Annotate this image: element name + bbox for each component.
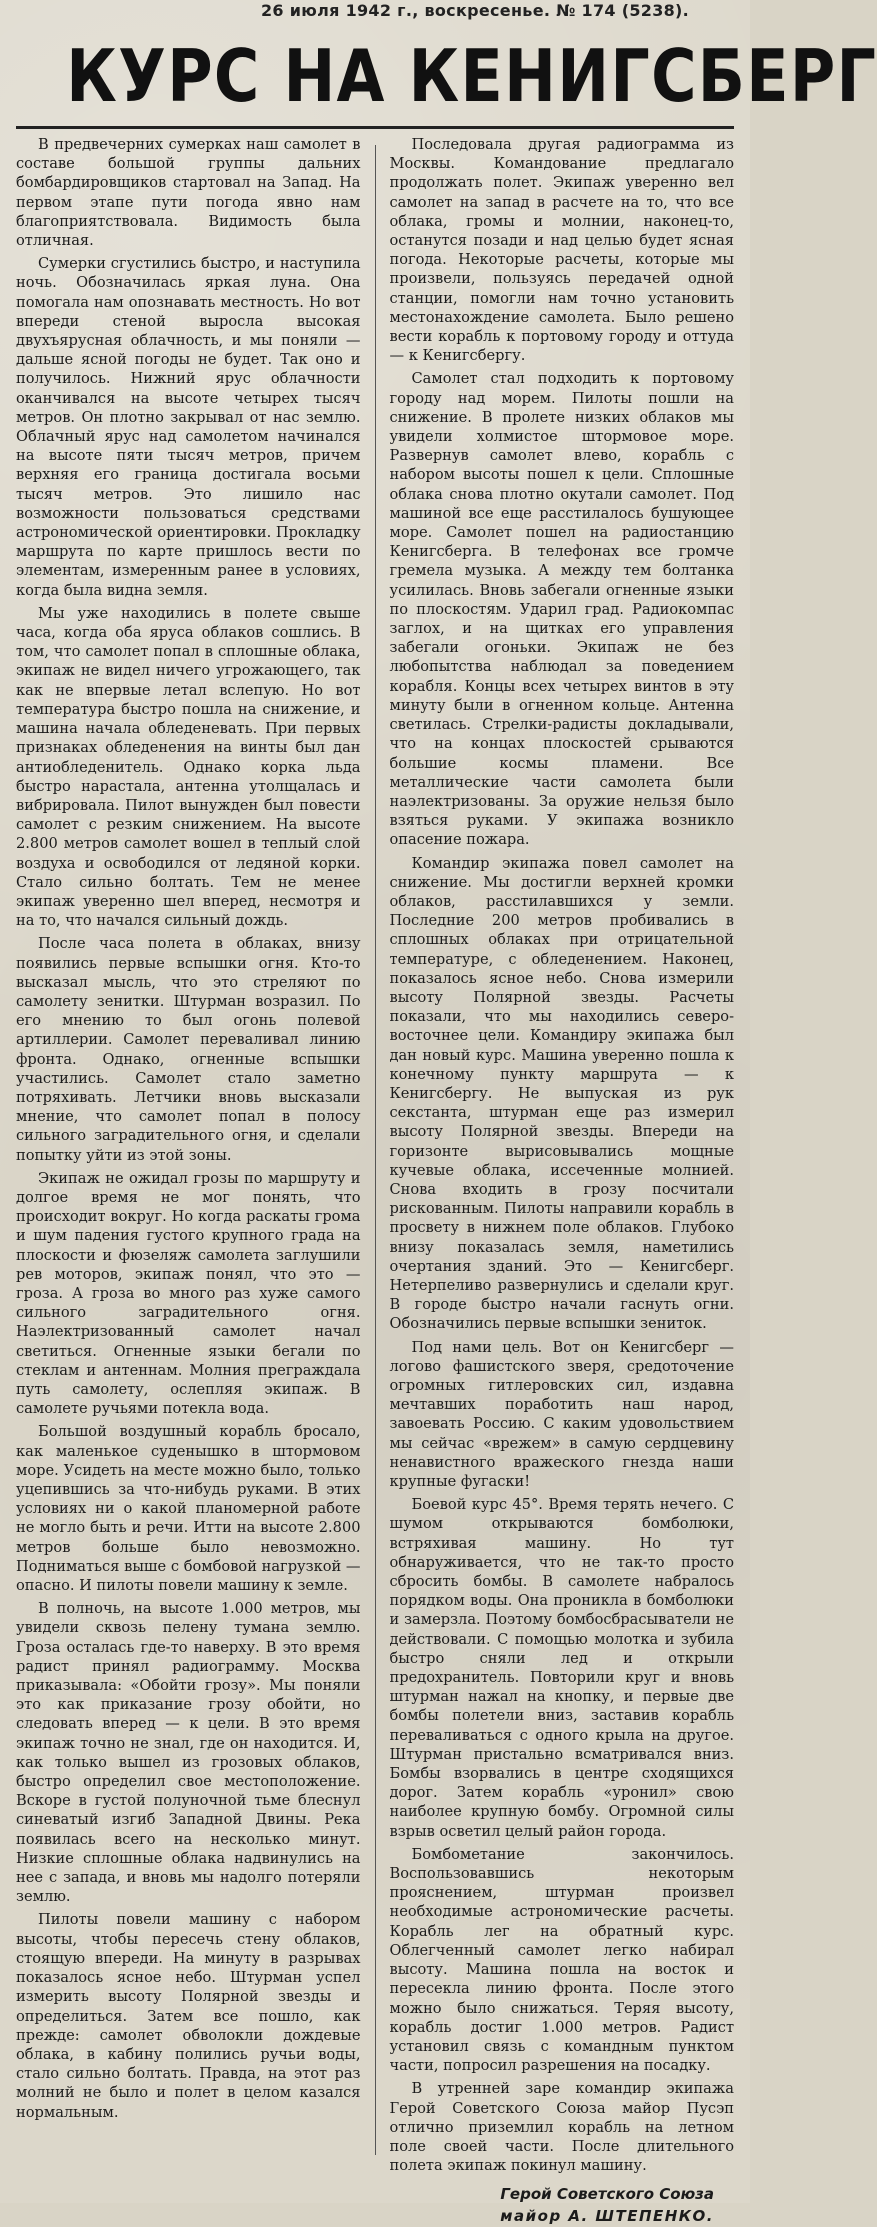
paragraph: Мы уже находились в полете свыше часа, когда оба яруса облаков сошлись. В том, что самолет попал в сплошные облака, экипаж не видел ничего угрожающего, так как не впервые летал вслепую. Но вот температура быстро пошла на снижение, и машина начала обледеневать. При первых признаках обледенения на винты был дан антиобледенитель. Однако корка льда быстро нарастала, антенна утолщалась и вибрировала. Пилот вынужден был повести самолет с резким снижением. На высоте 2.800 метров самолет вошел в теплый слой воздуха и освободился от ледяной корки. Стало сильно болтать. Тем не менее экипаж уверенно шел вперед, несмотря и на то, что начался сильный дождь.: [16, 604, 361, 930]
paragraph: Командир экипажа повел самолет на снижение. Мы достигли верхней кромки облаков, расстилавшихся у земли. Последние 200 метров пробивались в сплошных облаках при отрицательной температуре, с обледенением. Наконец, показалось ясное небо. Снова измерили высоту Полярной звезды. Расчеты показали, что мы находились северо-восточнее цели. Командиру экипажа был дан новый курс. Машина уверенно пошла к конечному пункту маршрута — к Кенигсбергу. Не выпуская из рук секстанта, штурман еще раз измерил высоту Полярной звезды. Впереди на горизонте вырисовывались мощные кучевые облака, иссеченные молнией. Снова входить в грозу посчитали рискованным. Пилоты направили корабль в просвету в нижнем поле облаков. Глубоко внизу показалась земля, наметились очертания зданий. Это — Кенигсберг. Нетерпеливо развернулись и сделали круг. В городе быстро начали гаснуть огни. Обозначились первые вспышки зениток.: [389, 854, 735, 1333]
paragraph: В предвечерних сумерках наш самолет в составе большой группы дальних бомбардировщиков стартовал на Запад. На первом этапе пути погода явно нам благоприятствовала. Видимость была отличная.: [16, 136, 361, 250]
paragraph: Бомбометание закончилось. Воспользовавшись некоторым прояснением, штурман произвел необходимые астрономические расчеты. Корабль лег на обратный курс. Облегченный самолет легко набирал высоту. Машина пошла на восток и пересекла линию фронта. После этого можно было снижаться. Теряя высоту, корабль достиг 1.000 метров. Радист установил связь с командным пунктом части, попросил разрешения на посадку.: [389, 1845, 735, 2075]
left-column: [16, 135, 361, 2195]
author-title: Герой Советского Союза: [500, 2185, 715, 2204]
author-signature: [390, 2183, 735, 2227]
author-name: майор А. ШТЕПЕНКО.: [500, 2207, 715, 2226]
paragraph: Под нами цель. Вот он Кенигсберг — логово фашистского зверя, средоточение огромных гитлеровских сил, издавна мечтавших поработить наш народ, завоевать Россию. С каким удовольствием мы сейчас «врежем» в самую сердцевину ненавистного вражеского гнезда наши крупные фугаски!: [389, 1338, 735, 1491]
headline-rule: [16, 126, 734, 129]
article-body: [16, 135, 735, 2226]
paragraph: В утренней заре командир экипажа Герой Советского Союза майор Пусэп отлично приземлил корабль на летном поле своей части. После длительного полета экипаж покинул машину.: [389, 2080, 735, 2175]
paragraph: Большой воздушный корабль бросало, как маленькое суденышко в штормовом море. Усидеть на месте можно было, только уцепившись за что-нибудь руками. В этих условиях ни о какой планомерной работе не могло быть и речи. Итти на высоте 2.800 метров больше было невозможно. Подниматься выше с бомбовой нагрузкой — опасно. И пилоты повели машину к земле.: [16, 1423, 361, 1595]
paragraph: Последовала другая радиограмма из Москвы. Командование предлагало продолжать полет. Экипаж уверенно вел самолет на запад в расчете на то, что все облака, громы и молнии, наконец-то, останутся позади и над целью будет ясная погода. Некоторые расчеты, которые мы произвели, пользуясь передачей одной станции, помогли нам точно установить местонахождение самолета. Было решено вести корабль к портовому городу и оттуда — к Кенигсбергу.: [389, 136, 735, 365]
paragraph: Пилоты повели машину с набором высоты, чтобы пересечь стену облаков, стоящую впереди. На минуту в разрывах показалось ясное небо. Штурман успел измерить высоту Полярной звезды и определиться. Затем все пошло, как прежде: самолет обволокли дождевые облака, в кабину полились ручьи воды, стало сильно болтать. Правда, на этот раз молний не было и полет в целом казался нормальным.: [16, 1911, 361, 2121]
headline: КУРС НА КЕНИГСБЕРГ: [66, 34, 877, 118]
column-divider: [375, 145, 376, 2155]
paragraph: Самолет стал подходить к портовому городу над морем. Пилоты пошли на снижение. В пролете низких облаков мы увидели холмистое штормовое море. Развернув самолет влево, корабль с набором высоты пошел к цели. Сплошные облака снова плотно окутали самолет. Под машиной все еще расстилалось бушующее море. Самолет пошел на радиостанцию Кенигсберга. В телефонах все громче гремела музыка. А между тем болтанка усилилась. Вновь забегали огненные языки по плоскостям. Ударил град. Радиокомпас заглох, и на щитках его управления забегали огоньки. Экипаж не без любопытства наблюдал за поведением корабля. Концы всех четырех винтов в эту минуту были в огненном кольце. Антенна светилась. Стрелки-радисты докладывали, что на концах плоскостей срываются большие космы пламени. Все металлические части самолета были наэлектризованы. За оружие нельзя было взяться руками. У экипажа возникло опасение пожара.: [389, 370, 735, 849]
paragraph: В полночь, на высоте 1.000 метров, мы увидели сквозь пелену тумана землю. Гроза осталась где-то наверху. В это время радист принял радиограмму. Москва приказывала: «Обойти грозу». Мы поняли это как приказание грозу обойти, но следовать вперед — к цели. В это время экипаж точно не знал, где он находится. И, как только вышел из грозовых облаков, быстро определил свое местоположение. Вскоре в густой полуночной тьме блеснул синеватый изгиб Западной Двины. Река появилась всего на несколько минут. Низкие сплошные облака надвинулись на нее с запада, и вновь мы надолго потеряли землю.: [16, 1600, 361, 1906]
right-column: [389, 135, 735, 2226]
dateline: 26 июля 1942 г., воскресенье. № 174 (5238).: [261, 1, 690, 20]
paragraph: Сумерки сгустились быстро, и наступила ночь. Обозначилась яркая луна. Она помогала нам опознавать местность. Но вот впереди стеной выросла высокая двухъярусная облачность, и мы поняли — дальше ясной погоды не будет. Так оно и получилось. Нижний ярус облачности оканчивался на высоте четырех тысяч метров. Он плотно закрывал от нас землю. Облачный ярус над самолетом начинался на высоте пяти тысяч метров, причем верхняя его граница достигала восьми тысяч метров. Это лишило нас возможности пользоваться средствами астрономической ориентировки. Прокладку маршрута по карте пришлось вести по элементам, измеренным ранее в условиях, когда была видна земля.: [16, 255, 361, 599]
paragraph: Экипаж не ожидал грозы по маршруту и долгое время не мог понять, что происходит вокруг. Но когда раскаты грома и шум падения густого крупного града на плоскости и фюзеляж самолета заглушили рев моторов, экипаж понял, что это — гроза. А гроза во много раз хуже самого сильного заградительного огня. Наэлектризованный самолет начал светиться. Огненные языки бегали по стеклам и антеннам. Молния преграждала путь самолету, ослепляя экипаж. В самолете ручьями потекла вода.: [16, 1169, 361, 1418]
paragraph: После часа полета в облаках, внизу появились первые вспышки огня. Кто-то высказал мысль, что это стреляют по самолету зенитки. Штурман возразил. По его мнению то был огонь полевой артиллерии. Самолет переваливал линию фронта. Однако, огненные вспышки участились. Самолет стало заметно потряхивать. Летчики вновь высказали мнение, что самолет попал в полосу сильного заградительного огня, и сделали попытку уйти из этой зоны.: [16, 935, 361, 1164]
paragraph: Боевой курс 45°. Время терять нечего. С шумом открываются бомболюки, встряхивая машину. Но тут обнаруживается, что не так-то просто сбросить бомбы. В самолете набралось порядком воды. Она проникла в бомболюки и замерзла. Поэтому бомбосбрасыватели не действовали. С помощью молотка и зубила быстро сняли лед и открыли предохранитель. Повторили круг и вновь штурман нажал на кнопку, и первые две бомбы полетели вниз, заставив корабль переваливаться с одного крыла на другое. Штурман пристально всматривался вниз. Бомбы взорвались в центре сходящихся дорог. Затем корабль «уронил» свою наиболее крупную бомбу. Огромной силы взрыв осветил целый район города.: [389, 1496, 735, 1840]
